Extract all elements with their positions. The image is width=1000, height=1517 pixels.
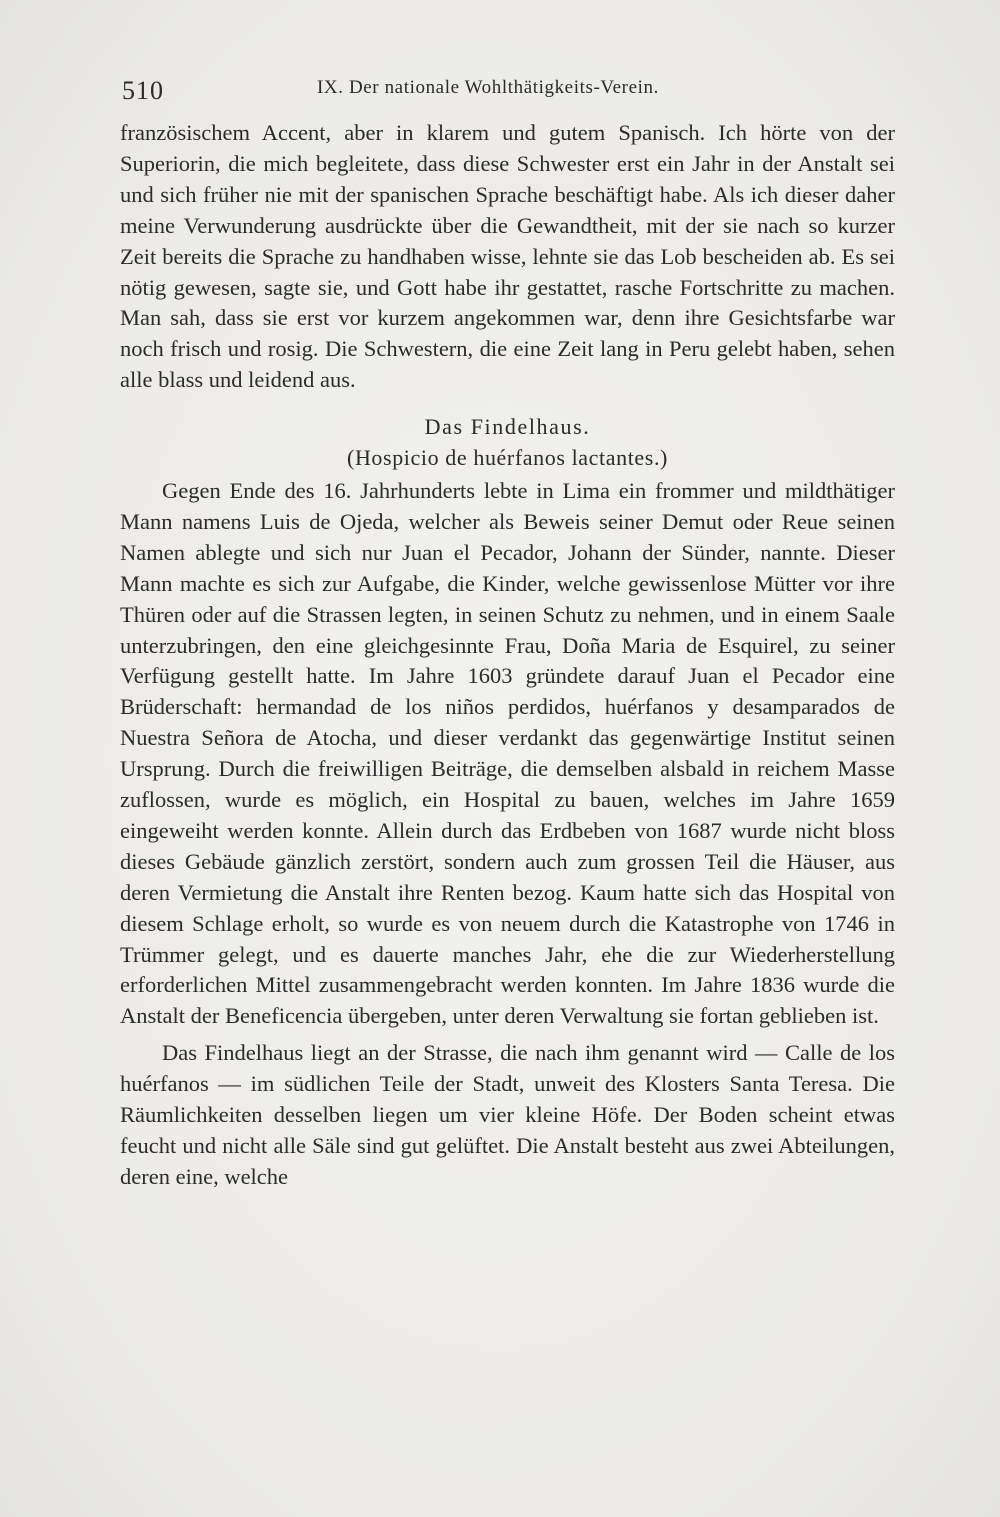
- section-subheading: (Hospicio de huérfanos lactantes.): [347, 445, 668, 471]
- paragraph-location: Das Findelhaus liegt an der Strasse, die nach ihm genannt wird — Calle de los huérfanos — im südlichen Teile der Stadt, unweit des Klosters Santa Teresa. Die Räumlichkeiten desselben liegen um vier kleine Höfe. Der Boden scheint etwas feucht und nicht alle Säle sind gut gelüftet. Die Anstalt besteht aus zwei Abteilungen, deren eine, welche: [120, 1040, 895, 1189]
- paragraph-continued: französischem Accent, aber in klarem und gutem Spanisch. Ich hörte von der Superiorin, die mich begleitete, dass diese Schwester erst ein Jahr in der Anstalt sei und sich früher nie mit der spanischen Sprache beschäftigt habe. Als ich dieser daher meine Verwunderung ausdrückte über die Gewandtheit, mit der sie nach so kurzer Zeit bereits die Sprache zu handhaben wisse, lehnte sie das Lob bescheiden ab. Es sei nötig gewesen, sagte sie, und Gott habe ihr gestattet, rasche Fortschritte zu machen. Man sah, dass sie erst vor kurzem angekommen war, denn ihre Gesichtsfarbe war noch frisch und rosig. Die Schwestern, die eine Zeit lang in Peru gelebt haben, sehen alle blass und leidend aus.: [120, 120, 895, 393]
- page-header: [122, 68, 900, 105]
- running-head: IX. Der nationale Wohlthätigkeits-Verein.: [317, 77, 659, 98]
- paragraph-history: Gegen Ende des 16. Jahrhunderts lebte in Lima ein frommer und mildthätiger Mann namens Luis de Ojeda, welcher als Beweis seiner Demut oder Reue seinen Namen ablegte und sich nur Juan el Pecador, Johann der Sünder, nannte. Dieser Mann machte es sich zur Aufgabe, die Kinder, welche gewissenlose Mütter vor ihre Thüren oder auf die Strassen legten, in seinen Schutz zu nehmen, und in einem Saale unterzubringen, den eine gleichgesinnte Frau, Doña Maria de Esquirel, zu seiner Verfügung gestellt hatte. Im Jahre 1603 gründete darauf Juan el Pecador eine Brüderschaft: hermandad de los niños perdidos, huérfanos y desamparados de Nuestra Señora de Atocha, und dieser verdankt das gegenwärtige Institut seinen Ursprung. Durch die freiwilligen Beiträge, die demselben alsbald in reichem Masse zuflossen, wurde es möglich, ein Hospital zu bauen, welches im Jahre 1659 eingeweiht werden konnte. Allein durch das Erdbeben von 1687 wurde nicht bloss dieses Gebäude gänzlich zerstört, sondern auch zum grossen Teil die Häuser, aus deren Vermietung die Anstalt ihre Renten bezog. Kaum hatte sich das Hospital von diesem Schlage erholt, so wurde es von neuem durch die Katastrophe von 1746 in Trümmer gelegt, und es dauerte manches Jahr, ehe die zur Wiederherstellung erforderlichen Mittel zusammengebracht werden konnten. Im Jahre 1836 wurde die Anstalt der Beneficencia übergeben, unter deren Verwaltung sie fortan geblieben ist.: [120, 477, 895, 1029]
- page-number: 510: [122, 76, 164, 105]
- body-text: [120, 118, 895, 1193]
- section-heading: Das Findelhaus.: [424, 414, 591, 440]
